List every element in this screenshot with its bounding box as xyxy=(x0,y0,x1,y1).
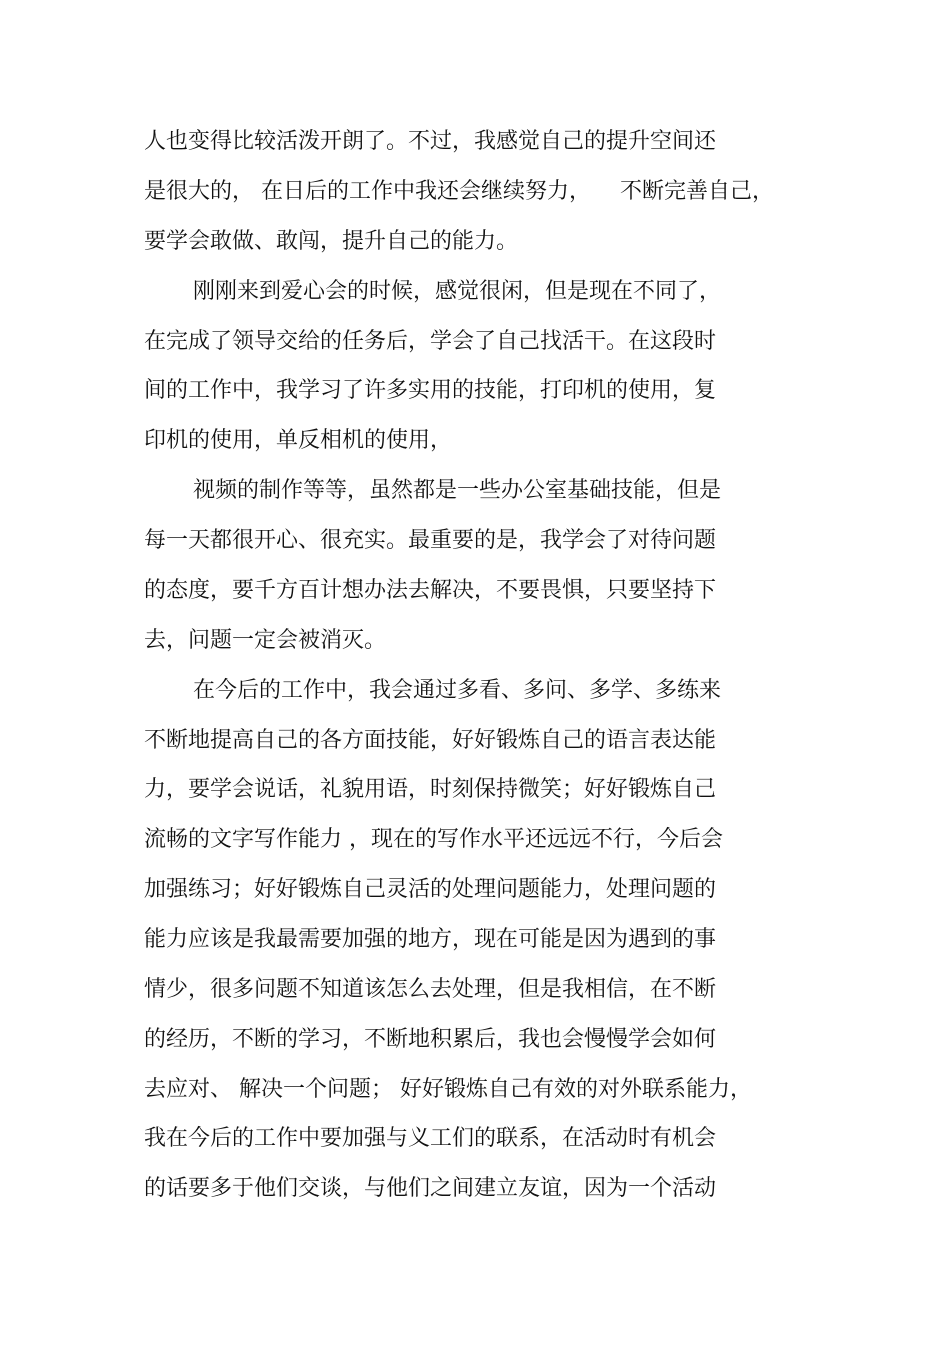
text-line: 的经历，不断的学习，不断地积累后，我也会慢慢学会如何 xyxy=(144,1027,717,1052)
text-line: 是很大的， 在日后的工作中我还会继续努力， 不断完善自己， xyxy=(144,179,774,204)
text-line: 情少，很多问题不知道该怎么去处理，但是我相信，在不断 xyxy=(144,977,717,1002)
text-line: 在完成了领导交给的任务后，学会了自己找活干。在这段时 xyxy=(144,329,717,354)
text-line: 能力应该是我最需要加强的地方，现在可能是因为遇到的事 xyxy=(144,927,717,952)
text-line: 加强练习；好好锻炼自己灵活的处理问题能力，处理问题的 xyxy=(144,877,717,902)
text-line: 力，要学会说话，礼貌用语，时刻保持微笑；好好锻炼自己 xyxy=(144,777,717,802)
text-line: 每一天都很开心、很充实。最重要的是，我学会了对待问题 xyxy=(144,528,717,553)
text-line: 流畅的文字写作能力 ，现在的写作水平还远远不行，今后会 xyxy=(144,827,723,852)
text-line: 间的工作中，我学习了许多实用的技能，打印机的使用，复 xyxy=(144,378,717,403)
text-line: 人也变得比较活泼开朗了。不过，我感觉自己的提升空间还 xyxy=(144,129,717,154)
text-line: 在今后的工作中，我会通过多看、多问、多学、多练来 xyxy=(193,678,722,703)
text-line: 我在今后的工作中要加强与义工们的联系，在活动时有机会 xyxy=(144,1126,717,1151)
text-line: 的话要多于他们交谈，与他们之间建立友谊，因为一个活动 xyxy=(144,1176,717,1201)
text-line: 视频的制作等等，虽然都是一些办公室基础技能，但是 xyxy=(193,478,722,503)
text-line: 刚刚来到爱心会的时候，感觉很闲，但是现在不同了， xyxy=(193,279,722,304)
text-line: 印机的使用，单反相机的使用， xyxy=(144,428,453,453)
text-line: 去应对、 解决一个问题； 好好锻炼自己有效的对外联系能力， xyxy=(144,1077,752,1102)
text-line: 去，问题一定会被消灭。 xyxy=(144,628,387,653)
text-line: 的态度，要千方百计想办法去解决，不要畏惧，只要坚持下 xyxy=(144,578,717,603)
text-line: 要学会敢做、敢闯，提升自己的能力。 xyxy=(144,229,519,254)
text-line: 不断地提高自己的各方面技能，好好锻炼自己的语言表达能 xyxy=(144,728,717,753)
